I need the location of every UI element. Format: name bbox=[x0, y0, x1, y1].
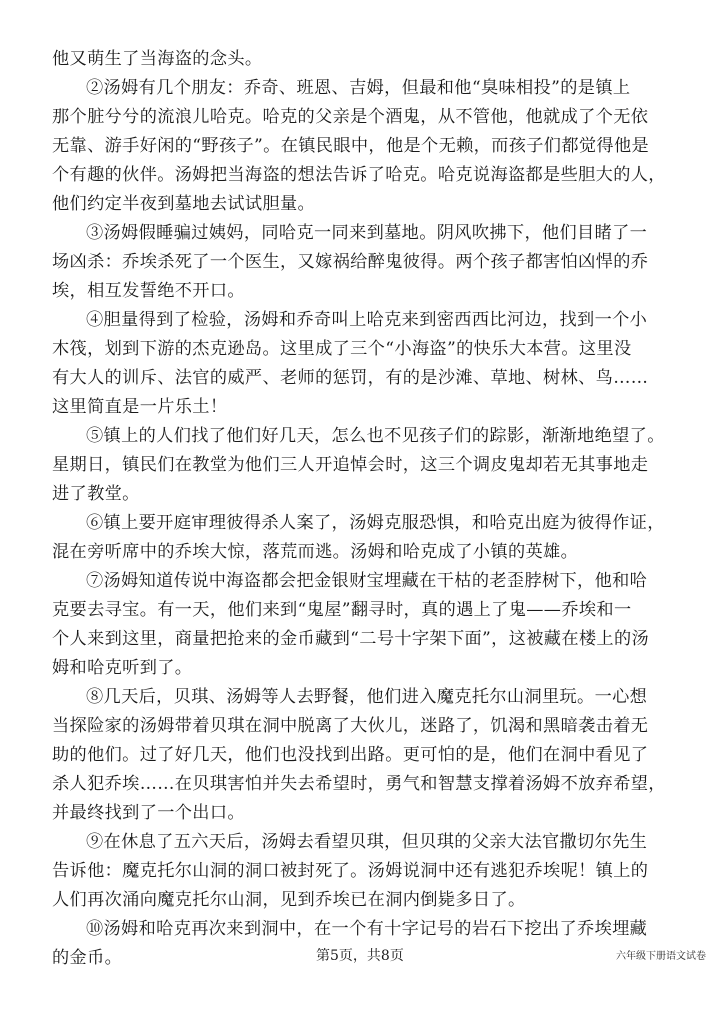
text-line: 助的他们。过了好几天，他们也没找到出路。更可怕的是，他们在洞中看见了 bbox=[52, 745, 649, 765]
text-line: 星期日，镇民们在教堂为他们三人开追悼会时，这三个调皮鬼却若无其事地走 bbox=[52, 455, 649, 475]
text-line: 告诉他：魔克托尔山洞的洞口被封死了。汤姆说洞中还有逃犯乔埃呢！镇上的 bbox=[52, 861, 649, 881]
text-line: 并最终找到了一个出口。 bbox=[52, 803, 245, 823]
text-line: 进了教堂。 bbox=[52, 484, 140, 504]
text-line: ②汤姆有几个朋友：乔奇、班恩、吉姆，但最和他“臭味相投”的是镇上 bbox=[86, 78, 631, 98]
text-line: 这里简直是一片乐土！ bbox=[52, 397, 228, 417]
text-line: 克要去寻宝。有一天，他们来到“鬼屋”翻寻时，真的遇上了鬼——乔埃和一 bbox=[52, 600, 632, 620]
text-line: 混在旁听席中的乔埃大惊，落荒而逃。汤姆和哈克成了小镇的英雄。 bbox=[52, 542, 579, 562]
text-line: 个有趣的伙伴。汤姆把当海盗的想法告诉了哈克。哈克说海盗都是些胆大的人， bbox=[52, 165, 666, 185]
text-line: 埃，相互发誓绝不开口。 bbox=[52, 281, 245, 301]
text-line: 他又萌生了当海盗的念头。 bbox=[52, 49, 263, 69]
text-line: ⑨在休息了五六天后，汤姆去看望贝琪，但贝琪的父亲大法官撒切尔先生 bbox=[86, 832, 648, 852]
text-line: 杀人犯乔埃……在贝琪害怕并失去希望时，勇气和智慧支撑着汤姆不放弃希望， bbox=[52, 774, 666, 794]
text-line: ⑩汤姆和哈克再次来到洞中，在一个有十字记号的岩石下挖出了乔埃埋藏 bbox=[86, 919, 648, 939]
text-line: 当探险家的汤姆带着贝琪在洞中脱离了大伙儿，迷路了，饥渴和黑暗袭击着无 bbox=[52, 716, 649, 736]
text-line: 个人来到这里，商量把抢来的金币藏到“二号十字架下面”，这被藏在楼上的汤 bbox=[52, 629, 650, 649]
text-line: ③汤姆假睡骗过姨妈，同哈克一同来到墓地。阴风吹拂下，他们目睹了一 bbox=[86, 223, 648, 243]
text-line: 那个脏兮兮的流浪儿哈克。哈克的父亲是个酒鬼，从不管他，他就成了个无依 bbox=[52, 107, 649, 127]
text-line: ⑦汤姆知道传说中海盗都会把金银财宝埋藏在干枯的老歪脖树下，他和哈 bbox=[86, 571, 648, 591]
text-line: 的金币。 bbox=[52, 948, 123, 968]
text-line: 姆和哈克听到了。 bbox=[52, 658, 193, 678]
text-line: 木筏，划到下游的杰克逊岛。这里成了三个“小海盗”的快乐大本营。这里没 bbox=[52, 339, 632, 359]
text-line: 有大人的训斥、法官的威严、老师的惩罚，有的是沙滩、草地、树林、鸟…… bbox=[52, 368, 649, 388]
text-line: ⑤镇上的人们找了他们好几天，怎么也不见孩子们的踪影，渐渐地绝望了。 bbox=[86, 426, 665, 446]
text-line: ⑥镇上要开庭审理彼得杀人案了，汤姆克服恐惧，和哈克出庭为彼得作证， bbox=[86, 513, 665, 533]
page-number: 第5页，共8页 bbox=[316, 948, 404, 964]
text-line: 人们再次涌向魔克托尔山洞，见到乔埃已在洞内倒毙多日了。 bbox=[52, 890, 526, 910]
exam-label: 六年级下册语文试卷 bbox=[616, 951, 706, 962]
text-line: 场凶杀：乔埃杀死了一个医生，又嫁祸给醉鬼彼得。两个孩子都害怕凶悍的乔 bbox=[52, 252, 649, 272]
text-line: ⑧几天后，贝琪、汤姆等人去野餐，他们进入魔克托尔山洞里玩。一心想 bbox=[86, 687, 648, 707]
text-line: ④胆量得到了检验，汤姆和乔奇叫上哈克来到密西西比河边，找到一个小 bbox=[86, 310, 648, 330]
text-line: 无靠、游手好闲的“野孩子”。在镇民眼中，他是个无赖，而孩子们都觉得他是 bbox=[52, 136, 650, 156]
text-line: 他们约定半夜到墓地去试试胆量。 bbox=[52, 194, 316, 214]
page-footer bbox=[0, 946, 720, 966]
